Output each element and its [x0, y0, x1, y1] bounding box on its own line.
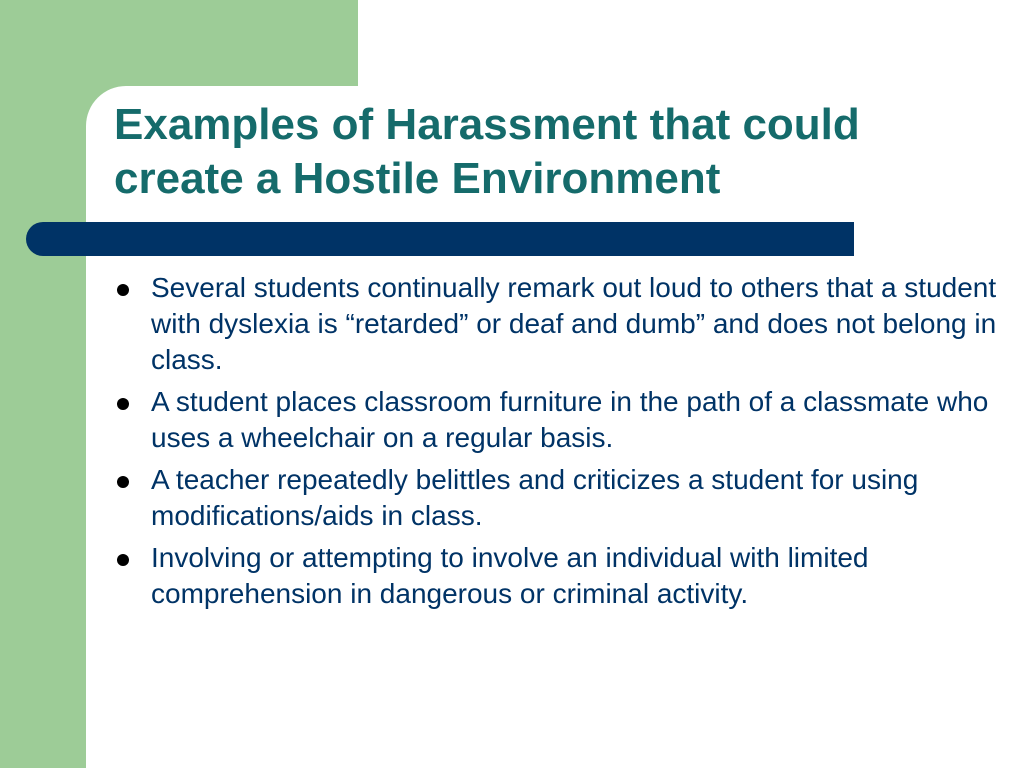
bullet-dot-icon [117, 476, 129, 488]
bullet-text: A teacher repeatedly belittles and criticizes a student for using modifications/aids in class. [151, 464, 919, 531]
bullet-list [114, 270, 1014, 618]
bullet-text: Several students continually remark out loud to others that a student with dyslexia is “retarded” or deaf and dumb” and does not belong in class. [151, 272, 997, 375]
bullet-item [114, 540, 1014, 612]
bullet-item [114, 270, 1014, 378]
bullet-item [114, 462, 1014, 534]
title-divider-bar [26, 222, 854, 256]
bullet-dot-icon [117, 554, 129, 566]
bullet-text: A student places classroom furniture in the path of a classmate who uses a wheelchair on a regular basis. [151, 386, 989, 453]
slide-title: Examples of Harassment that could create a Hostile Environment [114, 100, 860, 203]
bullet-text: Involving or attempting to involve an individual with limited comprehension in dangerous or criminal activity. [151, 542, 869, 609]
bullet-dot-icon [117, 398, 129, 410]
bullet-dot-icon [117, 284, 129, 296]
bullet-item [114, 384, 1014, 456]
